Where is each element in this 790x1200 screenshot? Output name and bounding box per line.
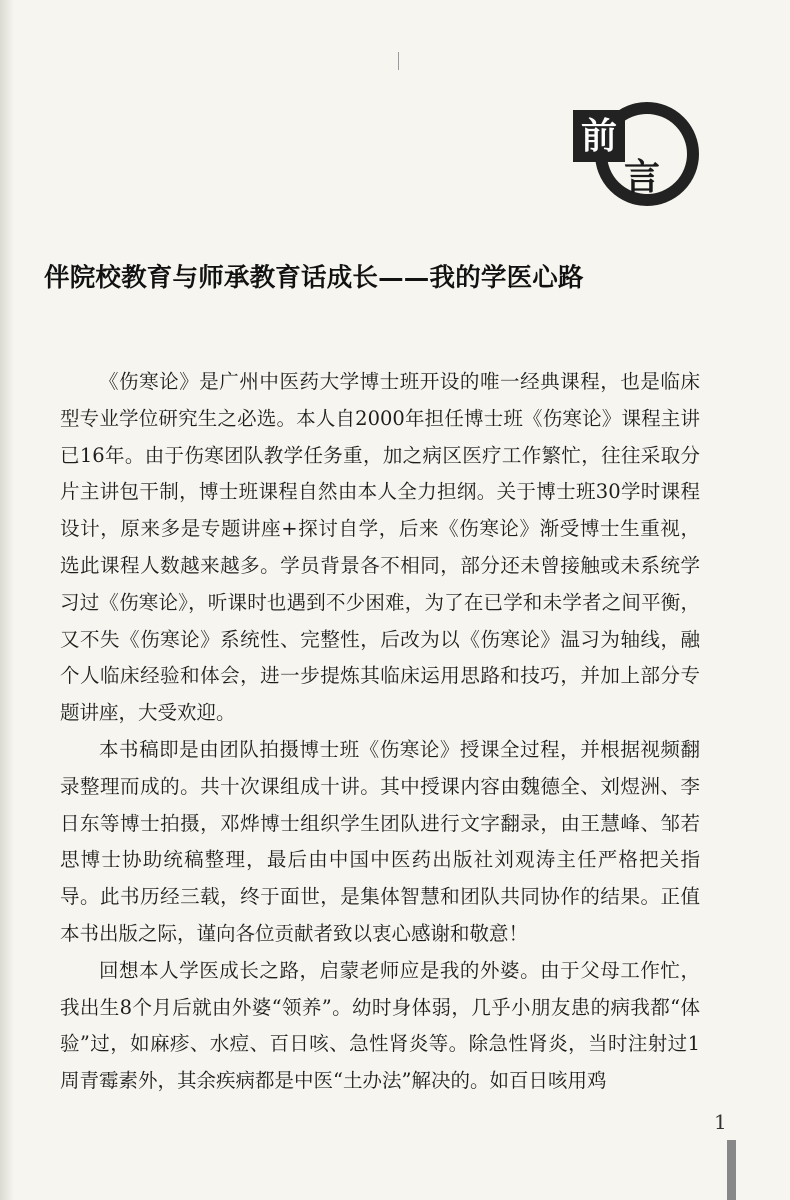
badge-square-char: 前 (573, 110, 625, 162)
top-tick-mark (398, 52, 399, 70)
preface-badge (565, 98, 705, 206)
paragraph: 回想本人学医成长之路，启蒙老师应是我的外婆。由于父母工作忙，我出生8个月后就由外婆“领养”。幼时身体弱，几乎小朋友患的病我都“体验”过，如麻疹、水痘、百日咳、急性肾炎等。除急性肾炎，当时注射过1周青霉素外，其余疾病都是中医“土办法”解决的。如百日咳用鸡 (60, 958, 700, 1093)
badge-second-char: 言 (623, 156, 660, 198)
chapter-title: 伴院校教育与师承教育话成长——我的学医心路 (44, 263, 584, 293)
page-number: 1 (714, 1110, 727, 1134)
paragraph: 《伤寒论》是广州中医药大学博士班开设的唯一经典课程，也是临床型专业学位研究生之必选。本人自2000年担任博士班《伤寒论》课程主讲已16年。由于伤寒团队教学任务重，加之病区医疗工作繁忙，往往采取分片主讲包干制，博士班课程自然由本人全力担纲。关于博士班30学时课程设计，原来多是专题讲座+探讨自学，后来《伤寒论》渐受博士生重视，选此课程人数越来越多。学员背景各不相同，部分还未曾接触或未系统学习过《伤寒论》，听课时也遇到不少困难，为了在已学和未学者之间平衡，又不失《伤寒论》系统性、完整性，后改为以《伤寒论》温习为轴线，融个人临床经验和体会，进一步提炼其临床运用思路和技巧，并加上部分专题讲座，大受欢迎。 (60, 370, 700, 725)
body-text (60, 364, 700, 1100)
page-binding-shadow (0, 0, 14, 1200)
page-edge-bar (727, 1140, 736, 1200)
paragraph: 本书稿即是由团队拍摄博士班《伤寒论》授课全过程，并根据视频翻录整理而成的。共十次课组成十讲。其中授课内容由魏德全、刘煜洲、李日东等博士拍摄，邓烨博士组织学生团队进行文字翻录，由王慧峰、邹若思博士协助统稿整理，最后由中国中医药出版社刘观涛主任严格把关指导。此书历经三载，终于面世，是集体智慧和团队共同协作的结果。正值本书出版之际，谨向各位贡献者致以衷心感谢和敬意！ (60, 737, 700, 945)
